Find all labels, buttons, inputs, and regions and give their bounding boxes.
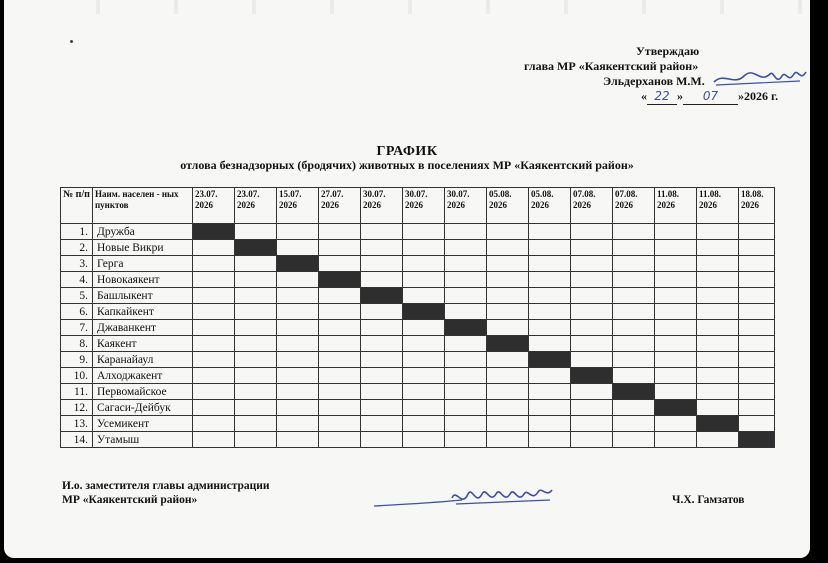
- schedule-cell: [529, 272, 571, 288]
- schedule-cell: [319, 224, 361, 240]
- table-row: [61, 256, 775, 272]
- schedule-cell: [697, 240, 739, 256]
- schedule-cell: [445, 416, 487, 432]
- schedule-cell: [235, 384, 277, 400]
- date-day: 22: [647, 89, 677, 105]
- table-row: [61, 336, 775, 352]
- date-open-quote: «: [641, 89, 647, 103]
- schedule-cell: [403, 224, 445, 240]
- schedule-cell: [697, 352, 739, 368]
- scheduled-cell: [277, 256, 319, 272]
- scan-artifact: [44, 0, 804, 14]
- schedule-cell: [571, 400, 613, 416]
- header-date: 30.07. 2026: [403, 188, 445, 224]
- scheduled-cell: [697, 416, 739, 432]
- schedule-cell: [739, 240, 775, 256]
- schedule-cell: [487, 416, 529, 432]
- schedule-cell: [739, 400, 775, 416]
- schedule-cell: [613, 304, 655, 320]
- row-number: 6.: [61, 304, 93, 320]
- scan-speck: [70, 40, 73, 43]
- schedule-cell: [319, 432, 361, 448]
- footer-position-line2: МР «Каякентский район»: [62, 494, 198, 506]
- row-number: 1.: [61, 224, 93, 240]
- scheduled-cell: [361, 288, 403, 304]
- schedule-cell: [487, 304, 529, 320]
- schedule-cell: [319, 368, 361, 384]
- schedule-cell: [445, 240, 487, 256]
- schedule-cell: [403, 240, 445, 256]
- header-date: 27.07. 2026: [319, 188, 361, 224]
- schedule-cell: [613, 320, 655, 336]
- schedule-cell: [697, 432, 739, 448]
- schedule-cell: [403, 320, 445, 336]
- header-number: № п/п: [61, 188, 93, 224]
- header-settlement: Наим. населен - ных пунктов: [93, 188, 193, 224]
- schedule-cell: [319, 240, 361, 256]
- schedule-cell: [697, 320, 739, 336]
- schedule-cell: [655, 288, 697, 304]
- settlement-name: Первомайское: [93, 384, 193, 400]
- schedule-cell: [193, 304, 235, 320]
- schedule-cell: [445, 256, 487, 272]
- schedule-cell: [739, 384, 775, 400]
- header-date: 30.07. 2026: [361, 188, 403, 224]
- schedule-cell: [361, 240, 403, 256]
- row-number: 9.: [61, 352, 93, 368]
- schedule-cell: [235, 256, 277, 272]
- schedule-body: [61, 224, 775, 448]
- schedule-cell: [697, 224, 739, 240]
- schedule-cell: [655, 320, 697, 336]
- schedule-cell: [403, 336, 445, 352]
- schedule-cell: [193, 320, 235, 336]
- schedule-cell: [487, 272, 529, 288]
- schedule-cell: [319, 384, 361, 400]
- schedule-cell: [403, 368, 445, 384]
- schedule-cell: [277, 320, 319, 336]
- schedule-cell: [571, 240, 613, 256]
- schedule-cell: [613, 256, 655, 272]
- schedule-cell: [655, 432, 697, 448]
- schedule-cell: [361, 368, 403, 384]
- schedule-cell: [529, 400, 571, 416]
- schedule-cell: [571, 304, 613, 320]
- header-date: 05.08. 2026: [529, 188, 571, 224]
- schedule-cell: [571, 320, 613, 336]
- schedule-cell: [403, 352, 445, 368]
- schedule-cell: [487, 256, 529, 272]
- schedule-cell: [193, 240, 235, 256]
- schedule-cell: [277, 368, 319, 384]
- schedule-cell: [613, 272, 655, 288]
- schedule-cell: [613, 432, 655, 448]
- schedule-cell: [235, 352, 277, 368]
- schedule-cell: [403, 432, 445, 448]
- schedule-table: [60, 187, 775, 448]
- table-header-row: [61, 188, 775, 224]
- schedule-cell: [361, 256, 403, 272]
- schedule-cell: [613, 368, 655, 384]
- schedule-cell: [487, 400, 529, 416]
- header-date: 30.07. 2026: [445, 188, 487, 224]
- header-date: 23.07. 2026: [235, 188, 277, 224]
- schedule-cell: [319, 400, 361, 416]
- row-number: 5.: [61, 288, 93, 304]
- schedule-cell: [697, 368, 739, 384]
- schedule-cell: [193, 400, 235, 416]
- schedule-cell: [277, 336, 319, 352]
- header-date: 18.08. 2026: [739, 188, 775, 224]
- schedule-cell: [445, 432, 487, 448]
- schedule-cell: [487, 224, 529, 240]
- schedule-cell: [277, 416, 319, 432]
- schedule-cell: [235, 400, 277, 416]
- schedule-cell: [277, 352, 319, 368]
- schedule-cell: [529, 240, 571, 256]
- schedule-cell: [697, 400, 739, 416]
- schedule-cell: [319, 416, 361, 432]
- scheduled-cell: [739, 432, 775, 448]
- scheduled-cell: [403, 304, 445, 320]
- header-date: 23.07. 2026: [193, 188, 235, 224]
- header-date: 15.07. 2026: [277, 188, 319, 224]
- schedule-cell: [361, 384, 403, 400]
- table-row: [61, 304, 775, 320]
- table-row: [61, 384, 775, 400]
- date-close-quote: »: [677, 89, 683, 103]
- schedule-cell: [529, 336, 571, 352]
- schedule-cell: [361, 400, 403, 416]
- table-row: [61, 432, 775, 448]
- approval-position: глава МР «Каякентский район»: [524, 59, 699, 73]
- schedule-cell: [529, 224, 571, 240]
- schedule-cell: [487, 384, 529, 400]
- schedule-cell: [739, 320, 775, 336]
- schedule-cell: [403, 272, 445, 288]
- schedule-cell: [193, 272, 235, 288]
- schedule-cell: [277, 304, 319, 320]
- schedule-cell: [319, 352, 361, 368]
- schedule-cell: [697, 336, 739, 352]
- schedule-cell: [319, 304, 361, 320]
- schedule-cell: [277, 224, 319, 240]
- row-number: 10.: [61, 368, 93, 384]
- schedule-cell: [361, 224, 403, 240]
- schedule-cell: [361, 416, 403, 432]
- schedule-cell: [739, 224, 775, 240]
- schedule-cell: [487, 240, 529, 256]
- schedule-cell: [319, 320, 361, 336]
- schedule-cell: [655, 336, 697, 352]
- schedule-cell: [235, 304, 277, 320]
- date-month: 07: [683, 89, 738, 105]
- table-row: [61, 352, 775, 368]
- schedule-cell: [445, 272, 487, 288]
- schedule-cell: [613, 288, 655, 304]
- schedule-cell: [361, 336, 403, 352]
- schedule-cell: [277, 240, 319, 256]
- footer-signature: [372, 484, 558, 514]
- schedule-cell: [445, 368, 487, 384]
- schedule-cell: [445, 400, 487, 416]
- schedule-cell: [529, 384, 571, 400]
- row-number: 8.: [61, 336, 93, 352]
- schedule-cell: [739, 256, 775, 272]
- schedule-cell: [445, 224, 487, 240]
- schedule-cell: [445, 304, 487, 320]
- schedule-cell: [193, 336, 235, 352]
- row-number: 13.: [61, 416, 93, 432]
- schedule-cell: [403, 416, 445, 432]
- scheduled-cell: [655, 400, 697, 416]
- schedule-cell: [445, 384, 487, 400]
- schedule-cell: [613, 336, 655, 352]
- table-row: [61, 416, 775, 432]
- schedule-cell: [235, 224, 277, 240]
- schedule-cell: [613, 224, 655, 240]
- schedule-cell: [613, 240, 655, 256]
- settlement-name: Дружба: [93, 224, 193, 240]
- schedule-cell: [739, 304, 775, 320]
- schedule-cell: [697, 304, 739, 320]
- schedule-cell: [571, 352, 613, 368]
- schedule-cell: [655, 256, 697, 272]
- schedule-cell: [403, 400, 445, 416]
- schedule-cell: [235, 336, 277, 352]
- scheduled-cell: [193, 224, 235, 240]
- schedule-cell: [487, 368, 529, 384]
- header-date: 05.08. 2026: [487, 188, 529, 224]
- row-number: 12.: [61, 400, 93, 416]
- schedule-cell: [739, 272, 775, 288]
- schedule-cell: [739, 368, 775, 384]
- settlement-name: Каякент: [93, 336, 193, 352]
- schedule-cell: [571, 432, 613, 448]
- document-page: [4, 0, 810, 558]
- scheduled-cell: [319, 272, 361, 288]
- settlement-name: Джаванкент: [93, 320, 193, 336]
- schedule-cell: [655, 272, 697, 288]
- table-row: [61, 272, 775, 288]
- schedule-cell: [697, 288, 739, 304]
- approval-heading: Утверждаю: [636, 44, 700, 58]
- schedule-cell: [655, 352, 697, 368]
- row-number: 3.: [61, 256, 93, 272]
- document-subtitle: отлова безнадзорных (бродячих) животных в поселениях МР «Каякентский район»: [180, 158, 634, 172]
- schedule-cell: [487, 288, 529, 304]
- schedule-cell: [361, 304, 403, 320]
- schedule-cell: [529, 288, 571, 304]
- schedule-cell: [571, 256, 613, 272]
- settlement-name: Башлыкент: [93, 288, 193, 304]
- scheduled-cell: [571, 368, 613, 384]
- schedule-cell: [445, 336, 487, 352]
- table-row: [61, 224, 775, 240]
- schedule-cell: [235, 368, 277, 384]
- row-number: 14.: [61, 432, 93, 448]
- schedule-cell: [319, 336, 361, 352]
- schedule-cell: [529, 304, 571, 320]
- schedule-cell: [319, 288, 361, 304]
- schedule-cell: [697, 256, 739, 272]
- schedule-cell: [655, 240, 697, 256]
- row-number: 4.: [61, 272, 93, 288]
- date-year: »2026 г.: [738, 89, 779, 103]
- schedule-cell: [361, 272, 403, 288]
- schedule-cell: [403, 288, 445, 304]
- schedule-cell: [655, 384, 697, 400]
- row-number: 11.: [61, 384, 93, 400]
- settlement-name: Новые Викри: [93, 240, 193, 256]
- schedule-cell: [277, 288, 319, 304]
- schedule-cell: [277, 272, 319, 288]
- table-row: [61, 400, 775, 416]
- schedule-cell: [361, 432, 403, 448]
- schedule-cell: [571, 224, 613, 240]
- schedule-cell: [403, 384, 445, 400]
- schedule-cell: [529, 416, 571, 432]
- schedule-cell: [487, 320, 529, 336]
- schedule-cell: [529, 320, 571, 336]
- schedule-cell: [529, 432, 571, 448]
- scheduled-cell: [445, 320, 487, 336]
- schedule-cell: [571, 416, 613, 432]
- scheduled-cell: [529, 352, 571, 368]
- header-date: 11.08. 2026: [697, 188, 739, 224]
- approval-name: Эльдерханов М.М.: [603, 74, 705, 88]
- settlement-name: Новокаякент: [93, 272, 193, 288]
- schedule-cell: [739, 336, 775, 352]
- schedule-cell: [235, 320, 277, 336]
- schedule-cell: [613, 416, 655, 432]
- schedule-cell: [361, 352, 403, 368]
- schedule-cell: [655, 368, 697, 384]
- schedule-cell: [529, 256, 571, 272]
- schedule-cell: [277, 432, 319, 448]
- header-date: 07.08. 2026: [613, 188, 655, 224]
- schedule-cell: [277, 400, 319, 416]
- row-number: 7.: [61, 320, 93, 336]
- schedule-cell: [697, 272, 739, 288]
- schedule-cell: [235, 416, 277, 432]
- schedule-cell: [487, 352, 529, 368]
- schedule-cell: [235, 432, 277, 448]
- schedule-cell: [361, 320, 403, 336]
- schedule-cell: [739, 288, 775, 304]
- schedule-cell: [739, 416, 775, 432]
- footer-position-line1: И.о. заместителя главы администрации: [62, 480, 270, 492]
- settlement-name: Алходжакент: [93, 368, 193, 384]
- schedule-cell: [655, 416, 697, 432]
- row-number: 2.: [61, 240, 93, 256]
- header-date: 07.08. 2026: [571, 188, 613, 224]
- schedule-cell: [571, 288, 613, 304]
- schedule-cell: [193, 256, 235, 272]
- schedule-cell: [529, 368, 571, 384]
- settlement-name: Капкайкент: [93, 304, 193, 320]
- table-row: [61, 288, 775, 304]
- settlement-name: Герга: [93, 256, 193, 272]
- schedule-cell: [445, 352, 487, 368]
- table-row: [61, 320, 775, 336]
- schedule-cell: [193, 432, 235, 448]
- schedule-cell: [193, 352, 235, 368]
- schedule-cell: [697, 384, 739, 400]
- settlement-name: Каранайаул: [93, 352, 193, 368]
- table-row: [61, 368, 775, 384]
- schedule-cell: [571, 336, 613, 352]
- scheduled-cell: [235, 240, 277, 256]
- schedule-cell: [193, 416, 235, 432]
- schedule-cell: [739, 352, 775, 368]
- settlement-name: Утамыш: [93, 432, 193, 448]
- schedule-cell: [193, 384, 235, 400]
- settlement-name: Усемикент: [93, 416, 193, 432]
- scheduled-cell: [487, 336, 529, 352]
- schedule-cell: [571, 384, 613, 400]
- schedule-cell: [613, 400, 655, 416]
- approval-signature: [712, 66, 808, 92]
- schedule-cell: [319, 256, 361, 272]
- footer-signatory: Ч.Х. Гамзатов: [672, 494, 745, 506]
- schedule-cell: [571, 272, 613, 288]
- document-title: ГРАФИК: [376, 144, 438, 159]
- schedule-cell: [613, 352, 655, 368]
- header-date: 11.08. 2026: [655, 188, 697, 224]
- schedule-cell: [487, 432, 529, 448]
- schedule-cell: [655, 224, 697, 240]
- schedule-cell: [277, 384, 319, 400]
- scheduled-cell: [613, 384, 655, 400]
- schedule-cell: [235, 272, 277, 288]
- schedule-cell: [445, 288, 487, 304]
- schedule-cell: [655, 304, 697, 320]
- schedule-cell: [235, 288, 277, 304]
- settlement-name: Сагаси-Дейбук: [93, 400, 193, 416]
- schedule-cell: [193, 368, 235, 384]
- schedule-cell: [403, 256, 445, 272]
- schedule-cell: [193, 288, 235, 304]
- table-row: [61, 240, 775, 256]
